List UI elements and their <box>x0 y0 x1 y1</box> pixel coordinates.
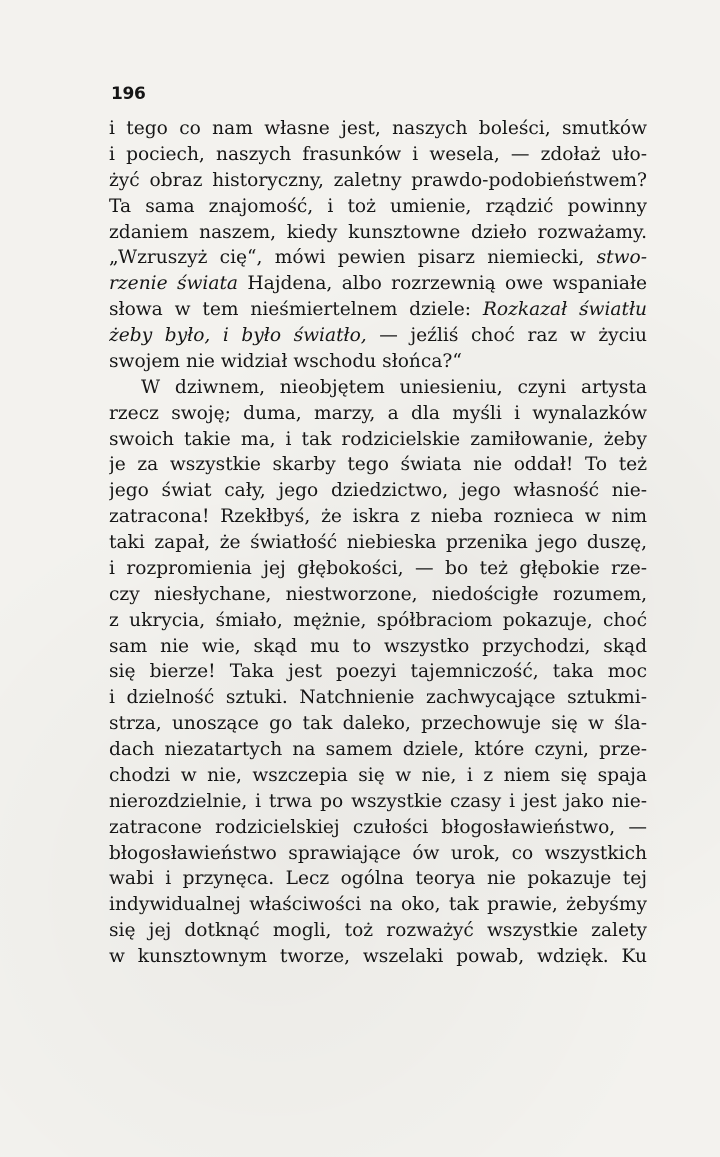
text-fragment: Ta sama znajomość, i toż umienie, rządzić powinny <box>109 195 647 217</box>
text-fragment: nierozdzielnie, i trwa po wszystkie czasy i jest jako nie- <box>109 790 647 812</box>
text-fragment: swoich takie ma, i tak rodzicielskie zamiłowanie, żeby <box>109 428 647 450</box>
text-fragment: błogosławieństwo sprawiające ów urok, co wszystkich <box>109 842 647 864</box>
text-fragment: słowa w tem nieśmiertelnem dziele: <box>109 299 483 321</box>
text-line <box>109 142 647 168</box>
text-line <box>109 271 647 297</box>
italic-text: żeby było, i było światło, <box>109 325 367 346</box>
text-fragment: i tego co nam własne jest, naszych boleści, smutków <box>109 118 647 139</box>
text-line <box>109 168 647 194</box>
italic-text: stwo- <box>596 247 647 269</box>
text-fragment: zatracona! Rzekłbyś, że iskra z nieba roznieca w nim <box>109 506 647 528</box>
text-line <box>109 530 647 556</box>
italic-text: Rozkazał światłu <box>482 299 647 321</box>
text-fragment: i pociech, naszych frasunków i wesela, — zdołaż uło- <box>109 143 647 165</box>
text-line <box>109 582 647 608</box>
text-fragment: wabi i przynęca. Lecz ogólna teorya nie pokazuje tej <box>109 868 647 890</box>
text-line <box>109 427 647 453</box>
text-line <box>109 116 647 142</box>
text-fragment: — jeźliś choć raz w życiu <box>366 325 647 346</box>
text-fragment: „Wzruszyż cię“, mówi pewien pisarz niemiecki, <box>109 247 597 269</box>
text-fragment: się jej dotknąć mogli, toż rozważyć wszystkie zalety <box>109 920 647 942</box>
text-line <box>109 245 647 271</box>
text-fragment: Hajdena, albo rozrzewnią owe wspaniałe <box>238 273 647 295</box>
text-fragment: i rozpromienia jej głębokości, — bo też głębokie rze- <box>109 557 647 579</box>
text-line <box>109 194 647 220</box>
text-fragment: czy niesłychane, niestworzone, niedościgłe rozumem, <box>109 583 647 605</box>
italic-text: rzenie świata <box>109 273 239 295</box>
text-line <box>109 789 647 815</box>
text-fragment: żyć obraz historyczny, zaletny prawdo-podobieństwem? <box>109 169 647 191</box>
text-fragment: je za wszystkie skarby tego świata nie oddał! To też <box>109 454 647 476</box>
text-line <box>109 556 647 582</box>
text-line <box>109 815 647 841</box>
text-fragment: i dzielność sztuki. Natchnienie zachwycające sztukmi- <box>109 687 647 709</box>
text-fragment: chodzi w nie, wszczepia się w nie, i z niem się spaja <box>109 764 647 786</box>
text-line <box>109 944 647 970</box>
text-line <box>109 841 647 867</box>
text-line <box>109 349 647 375</box>
text-line <box>109 504 647 530</box>
text-fragment: rzecz swoję; duma, marzy, a dla myśli i wynalazków <box>109 402 647 424</box>
text-line <box>109 866 647 892</box>
body-text <box>109 116 647 970</box>
text-line <box>109 608 647 634</box>
page-number: 196 <box>111 84 146 104</box>
text-line <box>109 918 647 944</box>
text-line <box>109 685 647 711</box>
text-line <box>109 220 647 246</box>
text-fragment: swojem nie widział wschodu słońca?“ <box>109 350 462 372</box>
text-fragment: taki zapał, że światłość niebieska przenika jego duszę, <box>109 532 647 553</box>
text-line <box>109 634 647 660</box>
text-line <box>109 297 647 323</box>
text-fragment: sam nie wie, skąd mu to wszystko przychodzi, skąd <box>109 635 647 657</box>
text-fragment: z ukrycia, śmiało, mężnie, spółbraciom pokazuje, choć <box>109 609 647 631</box>
text-line <box>109 892 647 918</box>
text-line <box>109 711 647 737</box>
text-fragment: się bierze! Taka jest poezyi tajemniczość, taka moc <box>109 661 647 683</box>
text-line <box>109 401 647 427</box>
text-fragment: indywidualnej właściwości na oko, tak prawie, żebyśmy <box>109 894 647 916</box>
text-line <box>109 478 647 504</box>
text-line <box>109 452 647 478</box>
text-fragment: zdaniem naszem, kiedy kunsztowne dzieło rozważamy. <box>109 221 647 243</box>
text-line <box>109 763 647 789</box>
text-fragment: W dziwnem, nieobjętem uniesieniu, czyni artysta <box>141 376 647 398</box>
text-fragment: jego świat cały, jego dziedzictwo, jego własność nie- <box>109 480 647 502</box>
text-fragment: strza, unoszące go tak daleko, przechowuje się w śla- <box>109 713 647 735</box>
text-fragment: w kunsztownym tworze, wszelaki powab, wdzięk. Ku <box>109 946 647 967</box>
text-line <box>109 737 647 763</box>
text-line <box>109 659 647 685</box>
text-fragment: dach niezatartych na samem dziele, które czyni, prze- <box>109 739 647 760</box>
text-line <box>109 375 647 401</box>
text-line <box>109 323 647 349</box>
text-fragment: zatracone rodzicielskiej czułości błogosławieństwo, — <box>109 816 647 838</box>
